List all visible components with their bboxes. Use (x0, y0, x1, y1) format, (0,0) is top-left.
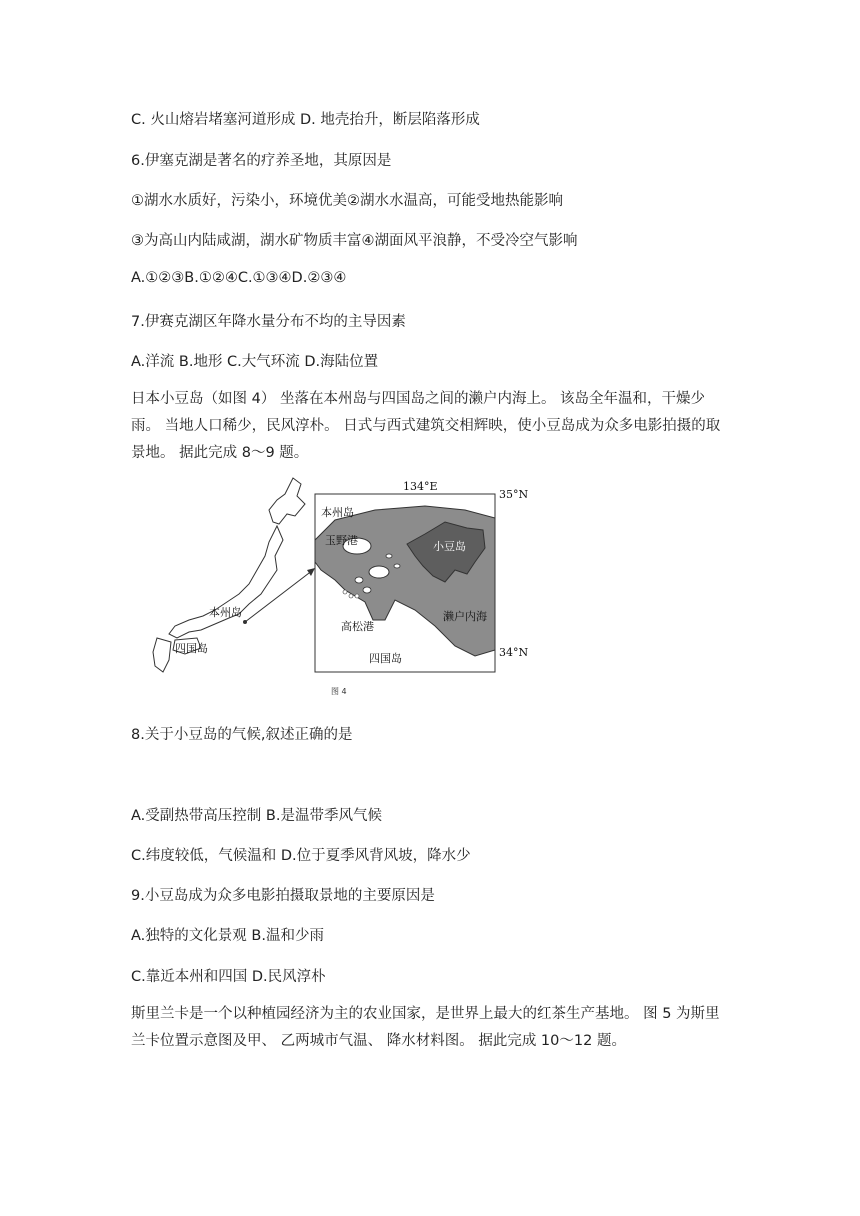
q7-options: A.洋流 B.地形 C.大气环流 D.海陆位置 (131, 354, 379, 370)
figure-caption: 图 4 (331, 687, 347, 696)
shodoshima-passage: 日本小豆岛（如图 4） 坐落在本州岛与四国岛之间的濑户内海上。 该岛全年温和，干燥少雨。 当地人口稀少，民风淳朴。 日式与西式建筑交相辉映，使小豆岛成为众多电影拍摄的取景地。 据此完成 8～9 题。 (131, 391, 721, 461)
honshu-label-inset: 本州岛 (209, 606, 242, 619)
map-svg (145, 470, 545, 705)
q5-options-cd: C. 火山熔岩堵塞河道形成 D. 地壳抬升，断层陷落形成 (131, 112, 480, 128)
q8-options-ab: A.受副热带高压控制 B.是温带季风气候 (131, 808, 382, 824)
takamatsu-port-label: 高松港 (341, 620, 374, 633)
lat-34-label: 34°N (499, 646, 529, 659)
q6-options: A.①②③B.①②④C.①③④D.②③④ (131, 270, 347, 286)
arrow-line (245, 570, 313, 622)
q6-statements-1-2: ①湖水水质好，污染小，环境优美②湖水水温高，可能受地热能影响 (131, 193, 563, 209)
lat-35-label: 35°N (499, 488, 529, 501)
q7-stem: 7.伊赛克湖区年降水量分布不均的主导因素 (131, 314, 406, 330)
q6-stem: 6.伊塞克湖是著名的疗养圣地，其原因是 (131, 153, 392, 169)
q9-options-cd: C.靠近本州和四国 D.民风淳朴 (131, 969, 326, 985)
q9-options-ab: A.独特的文化景观 B.温和少雨 (131, 928, 324, 944)
q8-stem: 8.关于小豆岛的气候,叙述正确的是 (131, 727, 353, 743)
shikoku-label: 四国岛 (369, 652, 402, 665)
shodoshima-label: 小豆岛 (433, 540, 466, 553)
q9-stem: 9.小豆岛成为众多电影拍摄取景地的主要原因是 (131, 888, 435, 904)
q6-statements-3-4: ③为高山内陆咸湖，湖水矿物质丰富④湖面风平浪静，不受冷空气影响 (131, 233, 578, 249)
figure-4-map (145, 470, 545, 705)
tamano-port-label: 玉野港 (325, 534, 358, 547)
arrow-head (307, 568, 315, 576)
shikoku-label-inset: 四国岛 (175, 642, 208, 655)
longitude-label: 134°E (403, 480, 438, 493)
seto-inland-sea-label: 濑户内海 (443, 610, 487, 623)
q8-options-cd: C.纬度较低，气候温和 D.位于夏季风背风坡，降水少 (131, 848, 471, 864)
honshu-label: 本州岛 (321, 506, 354, 519)
srilanka-passage: 斯里兰卡是一个以种植园经济为主的农业国家，是世界上最大的红茶生产基地。 图 5 为斯里兰卡位置示意图及甲、 乙两城市气温、 降水材料图。 据此完成 10～12 题。 (131, 1006, 720, 1049)
